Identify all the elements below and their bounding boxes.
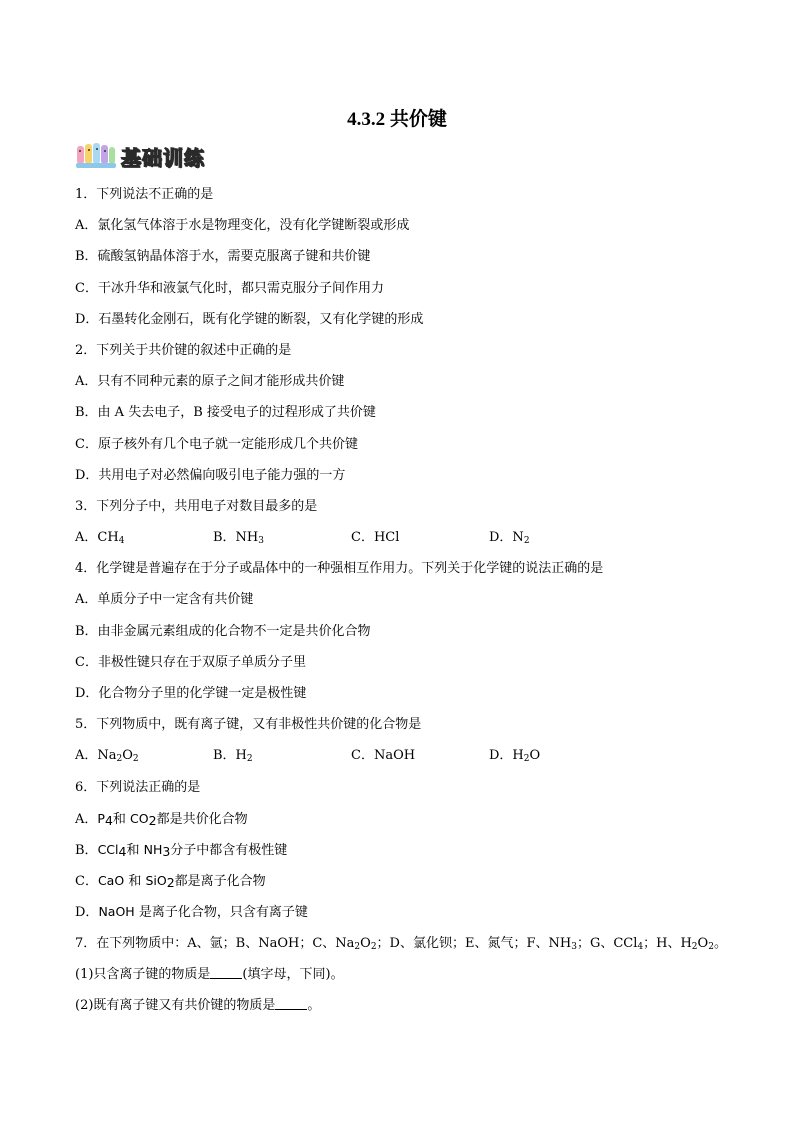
question-4-stem: 4．化学键是普遍存在于分子或晶体中的一种强相互作用力。下列关于化学键的说法正确的是 xyxy=(75,561,604,577)
question-4-option-d: D．化合物分子里的化学键一定是极性键 xyxy=(75,686,307,701)
section-banner xyxy=(75,142,205,170)
question-1-option-c: C．干冰升华和液氯气化时，都只需克服分子间作用力 xyxy=(75,280,384,296)
answer-blank-1[interactable] xyxy=(210,964,242,979)
question-3-option-a: A．$CH_4$ xyxy=(75,530,125,547)
question-1-stem: 1．下列说法不正确的是 xyxy=(75,187,214,202)
question-5-option-a: A．$Na_2O_2$ xyxy=(75,748,139,765)
question-3-option-b: B．$NH_3$ xyxy=(213,530,264,547)
question-6-option-b: B．CCl$_4$和 $NH_3$分子中都含有极性键 xyxy=(75,841,288,859)
question-2-option-d: D．共用电子对必然偏向吸引电子能力强的一方 xyxy=(75,467,346,483)
question-7-sub-2: (2)既有离子键又有共价键的物质是 。 xyxy=(75,994,735,1025)
question-4-option-b: B．由非金属元素组成的化合物不一定是共价化合物 xyxy=(75,623,371,639)
answer-blank-2[interactable] xyxy=(275,995,307,1010)
question-1-option-d: D．石墨转化金刚石，既有化学键的断裂，又有化学键的形成 xyxy=(75,311,424,327)
question-3-option-d: D．$N_2$ xyxy=(489,530,530,547)
question-6-option-d: D．NaOH 是离子化合物，只含有离子键 xyxy=(75,904,308,921)
question-7-stem: 7．在下列物质中：A、氩；B、NaOH；C、$Na_2O_2$；D、氯化钡；E、氮气；F、$NH_3$；G、CCl$_4$；H、$H_2O_2$。 xyxy=(75,935,727,952)
question-3-option-c: C．HCl xyxy=(351,530,400,546)
question-2-stem: 2．下列关于共价键的叙述中正确的是 xyxy=(75,342,292,358)
question-5-option-b: B．$H_2$ xyxy=(213,748,253,765)
colored-pencils-icon xyxy=(75,142,117,170)
question-1-option-b: B．硫酸氢钠晶体溶于水，需要克服离子键和共价键 xyxy=(75,249,371,265)
section-label: 基础训练 xyxy=(121,145,205,170)
question-7-sub-1: (1)只含离子键的物质是 (填字母，下同)。 xyxy=(75,963,735,994)
question-3-options xyxy=(75,526,735,557)
question-6-stem: 6．下列说法正确的是 xyxy=(75,779,201,795)
question-4-option-a: A．单质分子中一定含有共价键 xyxy=(75,592,254,608)
question-6-option-a: A．$P_4$和 $CO_2$都是共价化合物 xyxy=(75,810,248,828)
question-3-stem: 3．下列分子中，共用电子对数目最多的是 xyxy=(75,498,318,514)
page-title: 4.3.2 共价键 xyxy=(347,109,447,130)
question-5-option-c: C．NaOH xyxy=(351,748,416,764)
question-1-option-a: A．氯化氢气体溶于水是物理变化，没有化学键断裂或形成 xyxy=(75,218,410,234)
question-5-option-d: D．$H_2O$ xyxy=(489,748,541,765)
question-2-option-b: B．由 A 失去电子，B 接受电子的过程形成了共价键 xyxy=(75,405,376,421)
question-5-stem: 5．下列物质中，既有离子键，又有非极性共价键的化合物是 xyxy=(75,717,422,733)
question-2-option-a: A．只有不同种元素的原子之间才能形成共价键 xyxy=(75,374,345,390)
question-5-options xyxy=(75,744,735,775)
question-list xyxy=(75,183,735,1025)
question-2-option-c: C．原子核外有几个电子就一定能形成几个共价键 xyxy=(75,436,358,452)
question-4-option-c: C．非极性键只存在于双原子单质分子里 xyxy=(75,654,306,670)
question-6-option-c: C．CaO 和 SiO$_2$都是离子化合物 xyxy=(75,873,266,891)
